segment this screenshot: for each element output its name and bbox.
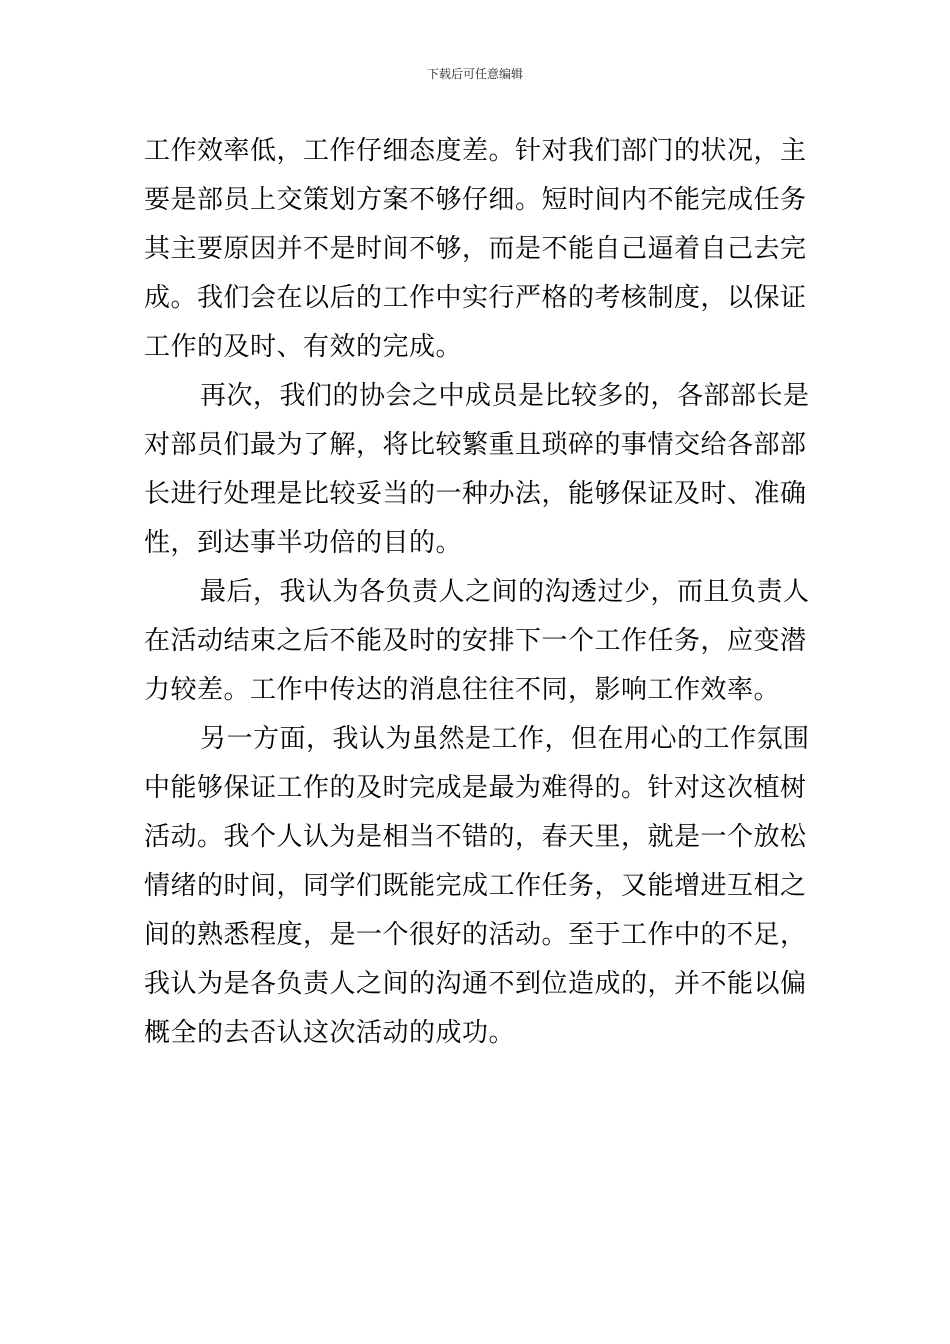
paragraph — [144, 127, 814, 372]
text-line: 在活动结束之后不能及时的安排下一个工作任务，应变潜 — [144, 626, 807, 656]
text-line: 活动。我个人认为是相当不错的，春天里，就是一个放松 — [144, 822, 807, 852]
text-line: 中能够保证工作的及时完成是最为难得的。针对这次植树 — [144, 773, 807, 803]
text-line: 间的熟悉程度，是一个很好的活动。至于工作中的不足， — [144, 920, 807, 950]
text-line: 工作的及时、有效的完成。 — [144, 332, 463, 362]
text-line: 最后，我认为各负责人之间的沟透过少，而且负责人 — [200, 577, 810, 607]
text-line: 情绪的时间，同学们既能完成工作任务，又能增进互相之 — [144, 871, 807, 901]
text-line: 再次，我们的协会之中成员是比较多的，各部部长是 — [200, 381, 810, 411]
page-header-note: 下载后可任意编辑 — [426, 67, 523, 81]
text-line: 我认为是各负责人之间的沟通不到位造成的，并不能以偏 — [144, 969, 807, 999]
text-line: 要是部员上交策划方案不够仔细。短时间内不能完成任务 — [144, 185, 807, 215]
text-line: 概全的去否认这次活动的成功。 — [144, 1018, 516, 1048]
text-line: 力较差。工作中传达的消息往往不同，影响工作效率。 — [144, 675, 781, 705]
document-body — [144, 127, 814, 1058]
text-line: 成。我们会在以后的工作中实行严格的考核制度，以保证 — [144, 283, 807, 313]
text-line: 长进行处理是比较妥当的一种办法，能够保证及时、准确 — [144, 479, 807, 509]
paragraph — [144, 715, 814, 1058]
text-line: 性，到达事半功倍的目的。 — [144, 528, 463, 558]
text-line: 工作效率低，工作仔细态度差。针对我们部门的状况，主 — [144, 136, 807, 166]
text-line: 对部员们最为了解，将比较繁重且琐碎的事情交给各部部 — [144, 430, 807, 460]
text-line: 其主要原因并不是时间不够，而是不能自己逼着自己去完 — [144, 234, 807, 264]
paragraph — [144, 372, 814, 568]
text-line: 另一方面，我认为虽然是工作，但在用心的工作氛围 — [200, 724, 810, 754]
paragraph — [144, 568, 814, 715]
